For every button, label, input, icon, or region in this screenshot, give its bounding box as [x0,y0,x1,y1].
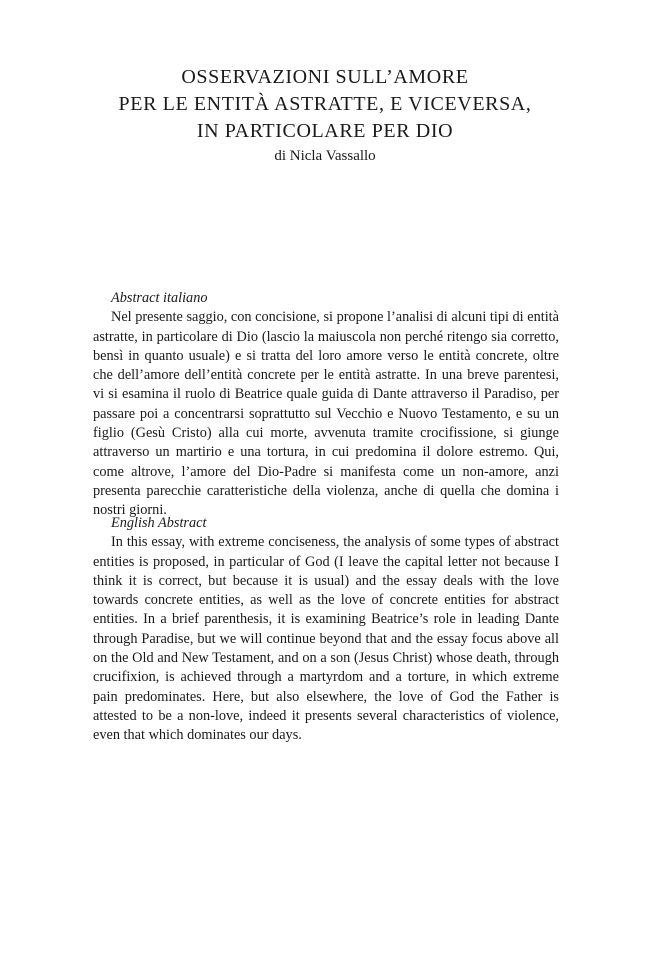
abstract-english-body: In this essay, with extreme conciseness, the analysis of some types of abstract entities is proposed, in particular of God (I leave the capital letter not because I think it is correct, but because it is usual) and the essay deals with the love towards concrete entities, as well as the love of concrete entities for abstract entities. In a brief parenthesis, it is examining Beatrice’s role in leading Dante through Paradise, but we will continue beyond that and the essay focus above all on the Old and New Testament, and on a son (Jesus Christ) whose death, through crucifixion, is achieved through a martyrdom and a torture, in which extreme pain predominates. Here, but also elsewhere, the love of God the Father is attested to be a non-love, indeed it presents several characteristics of violence, even that which dominates our days. [93,534,559,744]
title-line-3: IN PARTICOLARE PER DIO [196,120,454,142]
author-byline: di Nicla Vassallo [274,148,376,164]
title-block [0,64,650,166]
abstract-italian-heading: Abstract italiano [111,290,208,306]
title-line-2: PER LE ENTITÀ ASTRATTE, E VICEVERSA, [118,93,532,115]
abstract-english-heading: English Abstract [111,515,207,531]
abstract-italian [93,289,559,521]
abstract-english [93,514,559,746]
title-line-1: OSSERVAZIONI SULL’AMORE [181,66,469,88]
abstract-italian-body: Nel presente saggio, con concisione, si propone l’analisi di alcuni tipi di entità astratte, in particolare di Dio (lascio la maiuscola non perché ritengo sia corretto, bensì in quanto usuale) e si tratta del loro amore verso le entità concrete, oltre che dell’amore dell’entità concrete per le entità astratte. In una breve parentesi, vi si esamina il ruolo di Beatrice quale guida di Dante attraverso il Paradiso, per passare poi a concentrarsi soprattutto sul Vecchio e Nuovo Testamento, e su un figlio (Gesù Cristo) alla cui morte, avvenuta tramite crocifissione, si giunge attraverso un martirio e una tortura, in cui predomina il dolore estremo. Qui, come altrove, l’amore del Dio-Padre si manifesta come un non-amore, anzi presenta parecchie caratteristiche della violenza, anche di quella che domina i nostri giorni. [93,309,559,519]
